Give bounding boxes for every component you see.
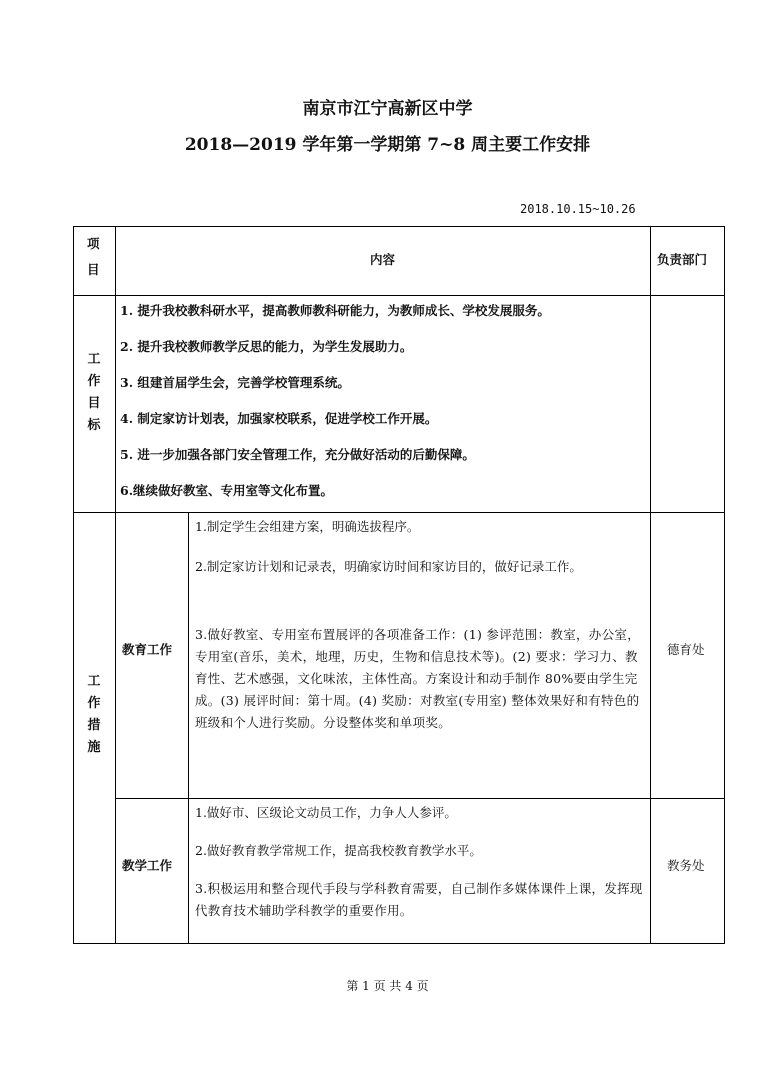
- header-item-line1: 项: [87, 236, 100, 251]
- goals-label: [74, 349, 114, 437]
- table-rule-goals: [73, 512, 725, 513]
- education-label: 教育工作: [122, 642, 173, 657]
- page-subtitle: 2018—2019 学年第一学期第 7~8 周主要工作安排: [184, 135, 591, 155]
- goal-item: 4. 制定家访计划表，加强家校联系，促进学校工作开展。: [120, 411, 438, 426]
- header-content: 内容: [370, 252, 396, 267]
- table-rule-item-col: [115, 226, 116, 944]
- goals-label-char: 作: [87, 374, 101, 389]
- page-number: 第 1 页 共 4 页: [346, 979, 429, 993]
- teaching-item: 1.做好市、区级论文动员工作，力争人人参评。: [195, 805, 457, 820]
- education-dept: 德育处: [667, 642, 705, 657]
- goal-item: 6.继续做好教室、专用室等文化布置。: [120, 483, 334, 498]
- page-title: 南京市江宁高新区中学: [302, 99, 473, 119]
- goals-label-char: 目: [87, 396, 101, 411]
- teaching-item: 2.做好教育教学常规工作，提高我校教育教学水平。: [195, 843, 482, 858]
- teaching-label: 教学工作: [122, 858, 173, 873]
- table-border-left: [73, 226, 74, 944]
- goals-label-char: 工: [87, 352, 101, 367]
- teaching-item: 3.积极运用和整合现代手段与学科教育需要，自己制作多媒体课件上课，发挥现代教育技术辅助学科教学的重要作用。: [195, 881, 643, 918]
- education-item: 2.制定家访计划和记录表，明确家访时间和家访目的，做好记录工作。: [195, 559, 582, 574]
- table-rule-header: [73, 295, 725, 296]
- measures-label-char: 措: [87, 718, 101, 733]
- education-item: 3.做好教室、专用室布置展评的各项准备工作：(1) 参评范围：教室，办公室，专用室(音乐，美术，地理，历史，生物和信息技术等)。(2) 要求：学习力、教育性、艺术感强，文化味浓，主体性高。方案设计和动手制作 80%要由学生完成。(3) 展评时间：第十周。(4) 奖励：对教室(专用室) 整体效果好和有特色的班级和个人进行奖励。分设整体奖和单项奖。: [195, 627, 641, 730]
- measures-label: [74, 671, 114, 759]
- measures-label-char: 工: [87, 674, 101, 689]
- header-item-line2: 目: [87, 262, 100, 277]
- work-schedule-table: [73, 226, 725, 944]
- table-border-bottom: [73, 943, 725, 944]
- goal-item: 2. 提升我校教师教学反思的能力，为学生发展助力。: [120, 339, 413, 354]
- education-item: 1.制定学生会组建方案，明确选拔程序。: [195, 519, 420, 534]
- table-rule-measures: [115, 798, 725, 799]
- date-range: 2018.10.15~10.26: [520, 202, 636, 216]
- measures-label-char: 施: [87, 740, 101, 755]
- goals-label-char: 标: [87, 418, 101, 433]
- table-border-top: [73, 226, 725, 227]
- goal-item: 3. 组建首届学生会，完善学校管理系统。: [120, 375, 350, 390]
- goal-item: 5. 进一步加强各部门安全管理工作，充分做好活动的后勤保障。: [120, 447, 475, 462]
- table-rule-dept-col: [650, 226, 651, 944]
- teaching-dept: 教务处: [667, 858, 705, 873]
- table-border-right: [724, 226, 725, 944]
- goal-item: 1. 提升我校教科研水平，提高教师教科研能力，为教师成长、学校发展服务。: [120, 303, 550, 318]
- header-dept: 负责部门: [657, 252, 708, 267]
- measures-label-char: 作: [87, 696, 101, 711]
- table-rule-subcat-col: [188, 512, 189, 944]
